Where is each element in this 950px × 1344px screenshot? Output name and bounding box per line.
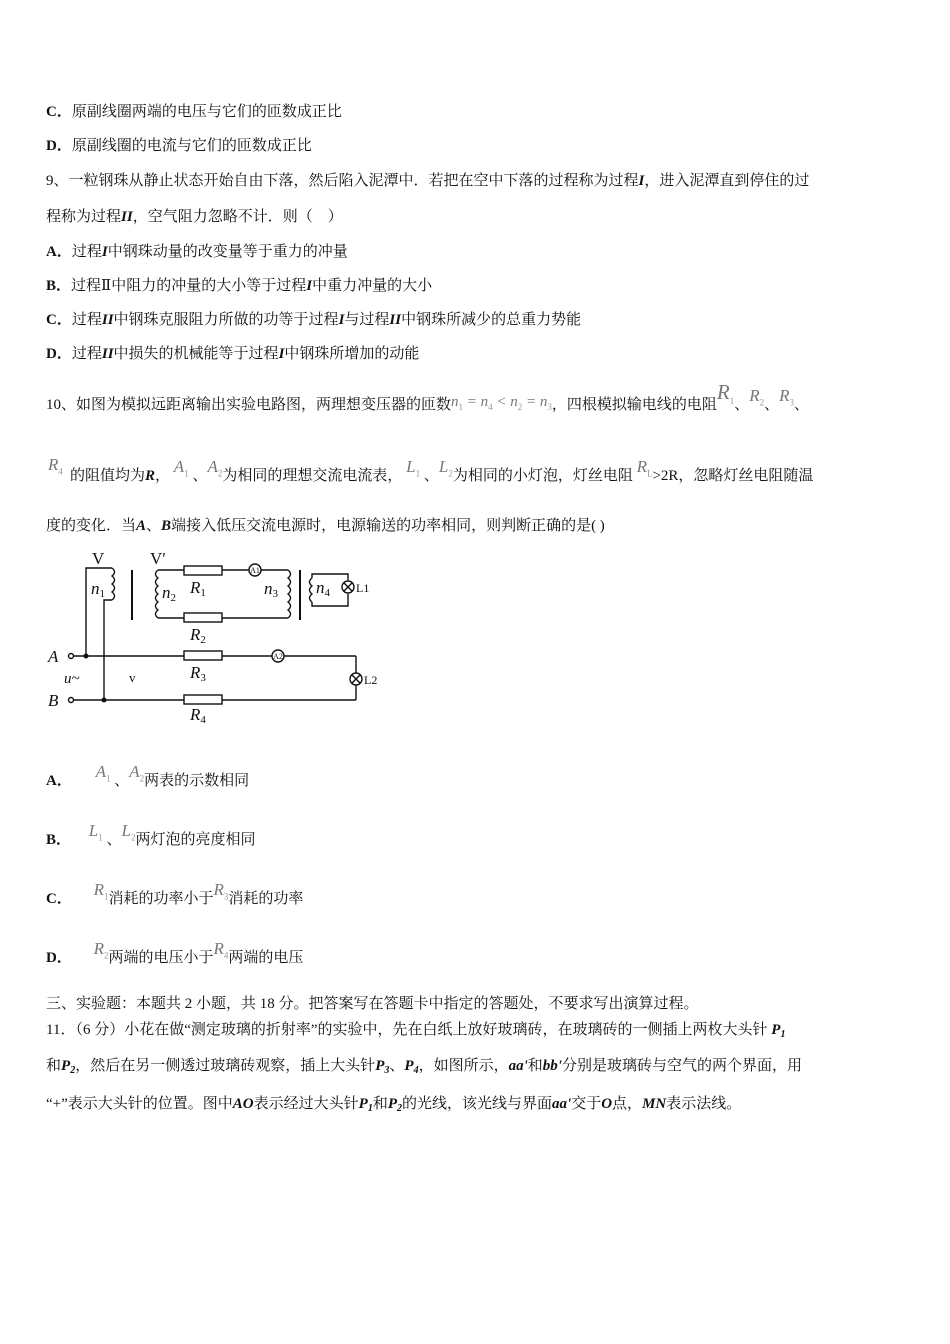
label-V: V xyxy=(92,549,105,568)
terminal-B: B xyxy=(48,691,59,710)
stem-text: 10、如图为模拟远距离输出实验电路图，两理想变压器的匝数 xyxy=(46,397,452,413)
stem-text: ，空气阻力忽略不计．则（ ） xyxy=(132,209,343,225)
option-text: 过程 xyxy=(71,244,102,260)
symbol-MN: MN xyxy=(642,1096,667,1112)
svg-text:n4: n4 xyxy=(316,578,330,599)
q8-option-d xyxy=(46,136,312,156)
formula-R4: $R_4$ xyxy=(213,939,229,961)
formula-L2: $L_2$ xyxy=(438,457,453,479)
stem-text: 端接入低压交流电源时，电源输送的功率相同，则判断正确的是( ) xyxy=(171,518,605,534)
stem-text: 和 xyxy=(372,1096,388,1112)
stem-text: “+”表示大头针的位置。图中 xyxy=(46,1096,233,1112)
option-text: 原副线圈两端的电压与它们的匝数成正比 xyxy=(71,104,342,120)
symbol-aa: aa' xyxy=(508,1058,528,1074)
stem-text: 和 xyxy=(46,1058,62,1074)
stem-text: 为相同的小灯泡，灯丝电阻 xyxy=(452,468,633,484)
q9-option-b xyxy=(46,276,432,296)
formula-A2: $A_2$ xyxy=(207,457,223,479)
q10-option-b: B． $L_1$ 、$L_2$两灯泡的亮度相同 xyxy=(46,821,256,848)
stem-text: ， xyxy=(155,468,171,484)
symbol-P2: $P_2$ xyxy=(61,1058,76,1076)
q9-stem-line1 xyxy=(46,171,809,191)
formula-R2: $R_2$ xyxy=(93,939,109,961)
symbol-aa: aa' xyxy=(552,1096,572,1112)
symbol-O: O xyxy=(601,1096,613,1112)
q9-stem-line2 xyxy=(46,207,343,227)
formula-L1: $L_1$ xyxy=(406,457,421,479)
separator: 、 xyxy=(146,518,162,534)
option-label: D． xyxy=(46,950,72,966)
q9-option-d xyxy=(46,344,419,364)
svg-text:A2: A2 xyxy=(273,652,283,661)
stem-text: ，如图所示， xyxy=(418,1058,509,1074)
svg-text:R1: R1 xyxy=(190,578,206,599)
q10-option-a: A． $A_1$ 、$A_2$两表的示数相同 xyxy=(46,762,250,789)
label-V-prime: V′ xyxy=(150,549,166,568)
option-text: 两端的电压 xyxy=(228,950,304,966)
symbol: B xyxy=(161,518,172,534)
formula-R2: $R_2$ xyxy=(749,386,765,408)
svg-text:R3: R3 xyxy=(190,663,206,684)
option-text: 中重力冲量的大小 xyxy=(312,278,433,294)
symbol-P1: $P_1$ xyxy=(358,1096,373,1114)
option-label: D． xyxy=(46,138,72,154)
svg-text:R2: R2 xyxy=(190,625,206,646)
stem-text: 和 xyxy=(527,1058,543,1074)
svg-text:n2: n2 xyxy=(162,583,176,604)
stem-text: 点， xyxy=(612,1096,643,1112)
q9-option-c xyxy=(46,310,581,330)
option-text: 消耗的功率 xyxy=(228,891,304,907)
q10-stem-line2: $R_4$ 的阻值均为R， $A_1$ 、$A_2$为相同的理想交流电流表， $L_1$ 、$L_2$为相同的小灯泡，灯丝电阻 $R_L>2R$，忽略灯丝电阻随温 xyxy=(48,455,814,484)
formula-R4: $R_4$ xyxy=(48,455,63,477)
stem-text: ，四根模拟输电线的电阻 xyxy=(551,397,717,413)
option-label: B． xyxy=(46,832,72,848)
option-label: A． xyxy=(46,244,72,260)
symbol-P1: $P_1$ xyxy=(771,1022,786,1040)
svg-text:L2: L2 xyxy=(364,673,378,687)
label-v: v xyxy=(129,670,136,685)
terminal-A: A xyxy=(48,647,59,666)
formula-R3: $R_3$ xyxy=(779,386,795,408)
symbol: I xyxy=(338,312,345,328)
option-text: 消耗的功率小于 xyxy=(108,891,214,907)
stem-text: 11．（6 分）小花在做“测定玻璃的折射率”的实验中，先在白纸上放好玻璃砖，在玻璃砖的一侧插上两枚大头针 xyxy=(46,1022,768,1038)
option-text: 过程 xyxy=(71,346,102,362)
formula-A1: $A_1$ xyxy=(173,457,189,479)
svg-text:n3: n3 xyxy=(264,579,278,600)
formula-R1: $R_1$ xyxy=(93,880,109,902)
symbol: II xyxy=(389,312,402,328)
q10-stem-line1: 10、如图为模拟远距离输出实验电路图，两理想变压器的匝数$n_1 = n_4 < n_2 = n_3$，四根模拟输电线的电阻$R_1$、$R_2$、$R_3$、 xyxy=(46,380,810,413)
stem-text: 分别是玻璃砖与空气的两个界面，用 xyxy=(561,1058,802,1074)
option-text: 原副线圈的电流与它们的匝数成正比 xyxy=(71,138,312,154)
option-text: 过程 xyxy=(71,312,102,328)
option-label: A． xyxy=(46,773,72,789)
formula-R1: $R_1$ xyxy=(716,380,735,407)
formula-RL: $R_L$ xyxy=(636,457,653,479)
stem-text: 程称为过程 xyxy=(46,209,122,225)
stem-text: ，然后在另一侧透过玻璃砖观察，插上大头针 xyxy=(75,1058,376,1074)
symbol-P4: $P_4$ xyxy=(404,1058,419,1076)
option-text: 与过程 xyxy=(344,312,390,328)
stem-text: 度的变化．当 xyxy=(46,518,137,534)
q9-option-a xyxy=(46,242,348,262)
option-text: 中钢珠克服阻力所做的功等于过程 xyxy=(113,312,339,328)
stem-text: 的阻值均为 xyxy=(70,468,146,484)
option-text: 中钢珠所减少的总重力势能 xyxy=(401,312,582,328)
q11-line3 xyxy=(46,1094,741,1119)
stem-text: 9、一粒钢珠从静止状态开始自由下落，然后陷入泥潭中．若把在空中下落的过程称为过程 xyxy=(46,173,639,189)
formula-L1: $L_1$ xyxy=(88,821,103,843)
svg-text:R4: R4 xyxy=(190,705,206,726)
symbol: R xyxy=(145,468,156,484)
q11-line2: 和$P_2$，然后在另一侧透过玻璃砖观察，插上大头针$P_3$、$P_4$，如图所示，aa'和bb'分别是玻璃砖与空气的两个界面，用 xyxy=(46,1058,802,1076)
option-text: 中钢珠所增加的动能 xyxy=(284,346,420,362)
formula-R3: $R_3$ xyxy=(213,880,229,902)
formula-A2: $A_2$ xyxy=(129,762,145,784)
section-heading: 三、实验题：本题共 2 小题，共 18 分。把答案写在答题卡中指定的答题处，不要求写出演算过程。 xyxy=(46,996,699,1012)
option-label: C． xyxy=(46,891,72,907)
option-text: 两灯泡的亮度相同 xyxy=(135,832,256,848)
stem-text: 表示法线。 xyxy=(666,1096,742,1112)
label-u: u~ xyxy=(64,671,80,687)
symbol-P2: $P_2$ xyxy=(387,1096,402,1114)
option-text: 过程Ⅱ中阻力的冲量的大小等于过程 xyxy=(71,278,307,294)
stem-text: 的光线，该光线与界面 xyxy=(402,1096,553,1112)
q10-stem-line3 xyxy=(46,516,605,536)
stem-text: 表示经过大头针 xyxy=(253,1096,359,1112)
q8-option-c xyxy=(46,102,342,122)
symbol-P3: $P_3$ xyxy=(375,1058,390,1076)
symbol: I xyxy=(278,346,285,362)
stem-text: 交于 xyxy=(571,1096,602,1112)
symbol: II xyxy=(121,209,133,225)
circuit-diagram xyxy=(44,548,394,734)
option-text: 两端的电压小于 xyxy=(108,950,214,966)
svg-text:A1: A1 xyxy=(250,566,260,575)
option-text: 中钢珠动量的改变量等于重力的冲量 xyxy=(107,244,348,260)
symbol-bb: bb' xyxy=(542,1058,562,1074)
symbol: I xyxy=(306,278,313,294)
option-label: B． xyxy=(46,278,72,294)
symbol: A xyxy=(136,518,147,534)
stem-text: 为相同的理想交流电流表， xyxy=(222,468,403,484)
q11-line1 xyxy=(46,1020,785,1045)
option-label: D． xyxy=(46,346,72,362)
symbol: II xyxy=(101,312,114,328)
symbol: I xyxy=(638,173,645,189)
symbol: II xyxy=(101,346,114,362)
symbol-AO: AO xyxy=(232,1096,254,1112)
option-text: 两表的示数相同 xyxy=(144,773,250,789)
q10-option-d xyxy=(46,939,304,973)
q10-option-c xyxy=(46,880,304,914)
stem-text: ，进入泥潭直到停住的过 xyxy=(644,173,810,189)
stem-text: >2R，忽略灯丝电阻随温 xyxy=(652,468,814,484)
option-label: C． xyxy=(46,104,72,120)
svg-text:n1: n1 xyxy=(91,579,105,600)
option-text: 中损失的机械能等于过程 xyxy=(113,346,279,362)
turns-relation-formula: $n_1 = n_4 < n_2 = n_3$ xyxy=(451,394,552,412)
svg-text:L1: L1 xyxy=(356,581,370,595)
formula-A1: $A_1$ xyxy=(95,762,111,784)
option-label: C． xyxy=(46,312,72,328)
symbol: I xyxy=(101,244,108,260)
formula-L2: $L_2$ xyxy=(121,821,136,843)
